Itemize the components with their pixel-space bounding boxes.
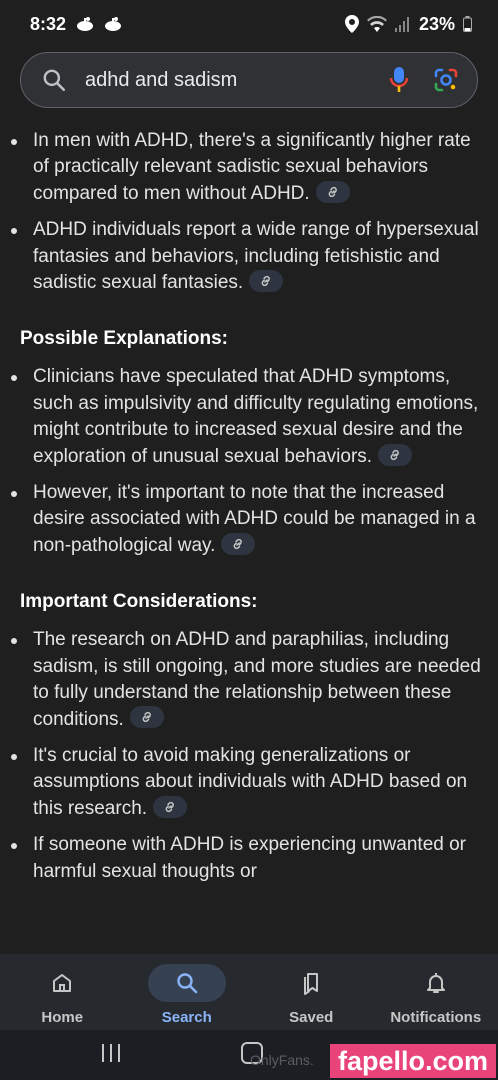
mic-icon[interactable] (389, 66, 409, 94)
bottom-navigation (0, 954, 498, 1030)
list-item-text: If someone with ADHD is experiencing unwanted or harmful sexual thoughts or (33, 834, 467, 882)
nav-label-home: Home (41, 1009, 84, 1026)
list-item (0, 217, 498, 296)
link-icon (388, 448, 402, 462)
link-chip[interactable] (249, 270, 283, 292)
status-time: 8:32 (30, 13, 67, 34)
status-left (30, 14, 122, 35)
section-heading-explanations: Possible Explanations: (20, 328, 228, 350)
saved-icon (299, 971, 323, 995)
list-item-text: Clinicians have speculated that ADHD symptoms, such as impulsivity and difficulty regulating emotions, might contribute to increased sexual desire and the exploration of unusual sexual behaviors. (33, 366, 479, 467)
nav-icon-wrap (397, 964, 475, 1002)
nav-label-notifications: Notifications (390, 1009, 482, 1026)
list-item-text: The research on ADHD and paraphilias, including sadism, is still ongoing, and more studies are needed to fully understand the relationship between these conditions. (33, 629, 481, 730)
wifi-icon (367, 16, 387, 32)
search-input[interactable] (85, 69, 389, 92)
watermark-badge: fapello.com (330, 1044, 496, 1078)
battery-percent: 23% (418, 13, 455, 34)
nav-item-home[interactable] (0, 954, 125, 1030)
search-icon[interactable] (41, 67, 67, 93)
search-bar[interactable] (20, 52, 478, 108)
list-item-text: In men with ADHD, there's a significantly higher rate of practically relevant sadistic sexual behaviors compared to men without ADHD. (33, 130, 471, 204)
considerations-list (0, 627, 498, 885)
list-item (0, 480, 498, 559)
notification-app-icon (76, 16, 94, 32)
section-heading-considerations: Important Considerations: (20, 591, 258, 613)
link-icon (163, 800, 177, 814)
link-icon (259, 274, 273, 288)
search-icon (175, 971, 199, 995)
list-item (0, 364, 498, 470)
nav-label-search: Search (161, 1009, 212, 1026)
list-item (0, 832, 498, 885)
nav-label-saved: Saved (289, 1009, 334, 1026)
nav-item-notifications[interactable] (374, 954, 498, 1030)
status-right (345, 14, 472, 35)
list-item-text: ADHD individuals report a wide range of hypersexual fantasies and behaviors, including fetishistic and sadistic sexual fantasies. (33, 219, 479, 294)
link-chip[interactable] (221, 533, 255, 555)
watermark-text: OnlyFans. (250, 1052, 314, 1068)
location-icon (345, 15, 359, 33)
nav-icon-wrap (272, 964, 350, 1002)
list-item (0, 128, 498, 207)
link-icon (231, 537, 245, 551)
link-icon (140, 710, 154, 724)
list-item (0, 743, 498, 822)
link-chip[interactable] (130, 706, 164, 728)
link-icon (326, 185, 340, 199)
nav-item-search[interactable] (125, 954, 250, 1030)
findings-list (0, 128, 498, 296)
status-bar (0, 0, 498, 48)
recent-apps-button[interactable] (102, 1044, 120, 1062)
link-chip[interactable] (378, 444, 412, 466)
system-navigation-bar (0, 1030, 498, 1080)
link-chip[interactable] (316, 181, 350, 203)
signal-icon (395, 16, 411, 32)
nav-item-saved[interactable] (249, 954, 374, 1030)
notification-app-icon-2 (104, 16, 122, 32)
ai-overview-content (0, 128, 498, 954)
list-item-text: However, it's important to note that the increased desire associated with ADHD could be managed in a non-pathological way. (33, 482, 476, 556)
nav-icon-wrap (23, 964, 101, 1002)
battery-icon (463, 16, 472, 32)
list-item (0, 627, 498, 733)
list-item-text: It's crucial to avoid making generalizations or assumptions about individuals with ADHD based on this research. (33, 744, 468, 819)
explanations-list (0, 364, 498, 559)
google-lens-icon[interactable] (433, 67, 459, 93)
link-chip[interactable] (153, 796, 187, 818)
home-icon (50, 971, 74, 995)
nav-icon-wrap (148, 964, 226, 1002)
bell-icon (424, 971, 448, 995)
